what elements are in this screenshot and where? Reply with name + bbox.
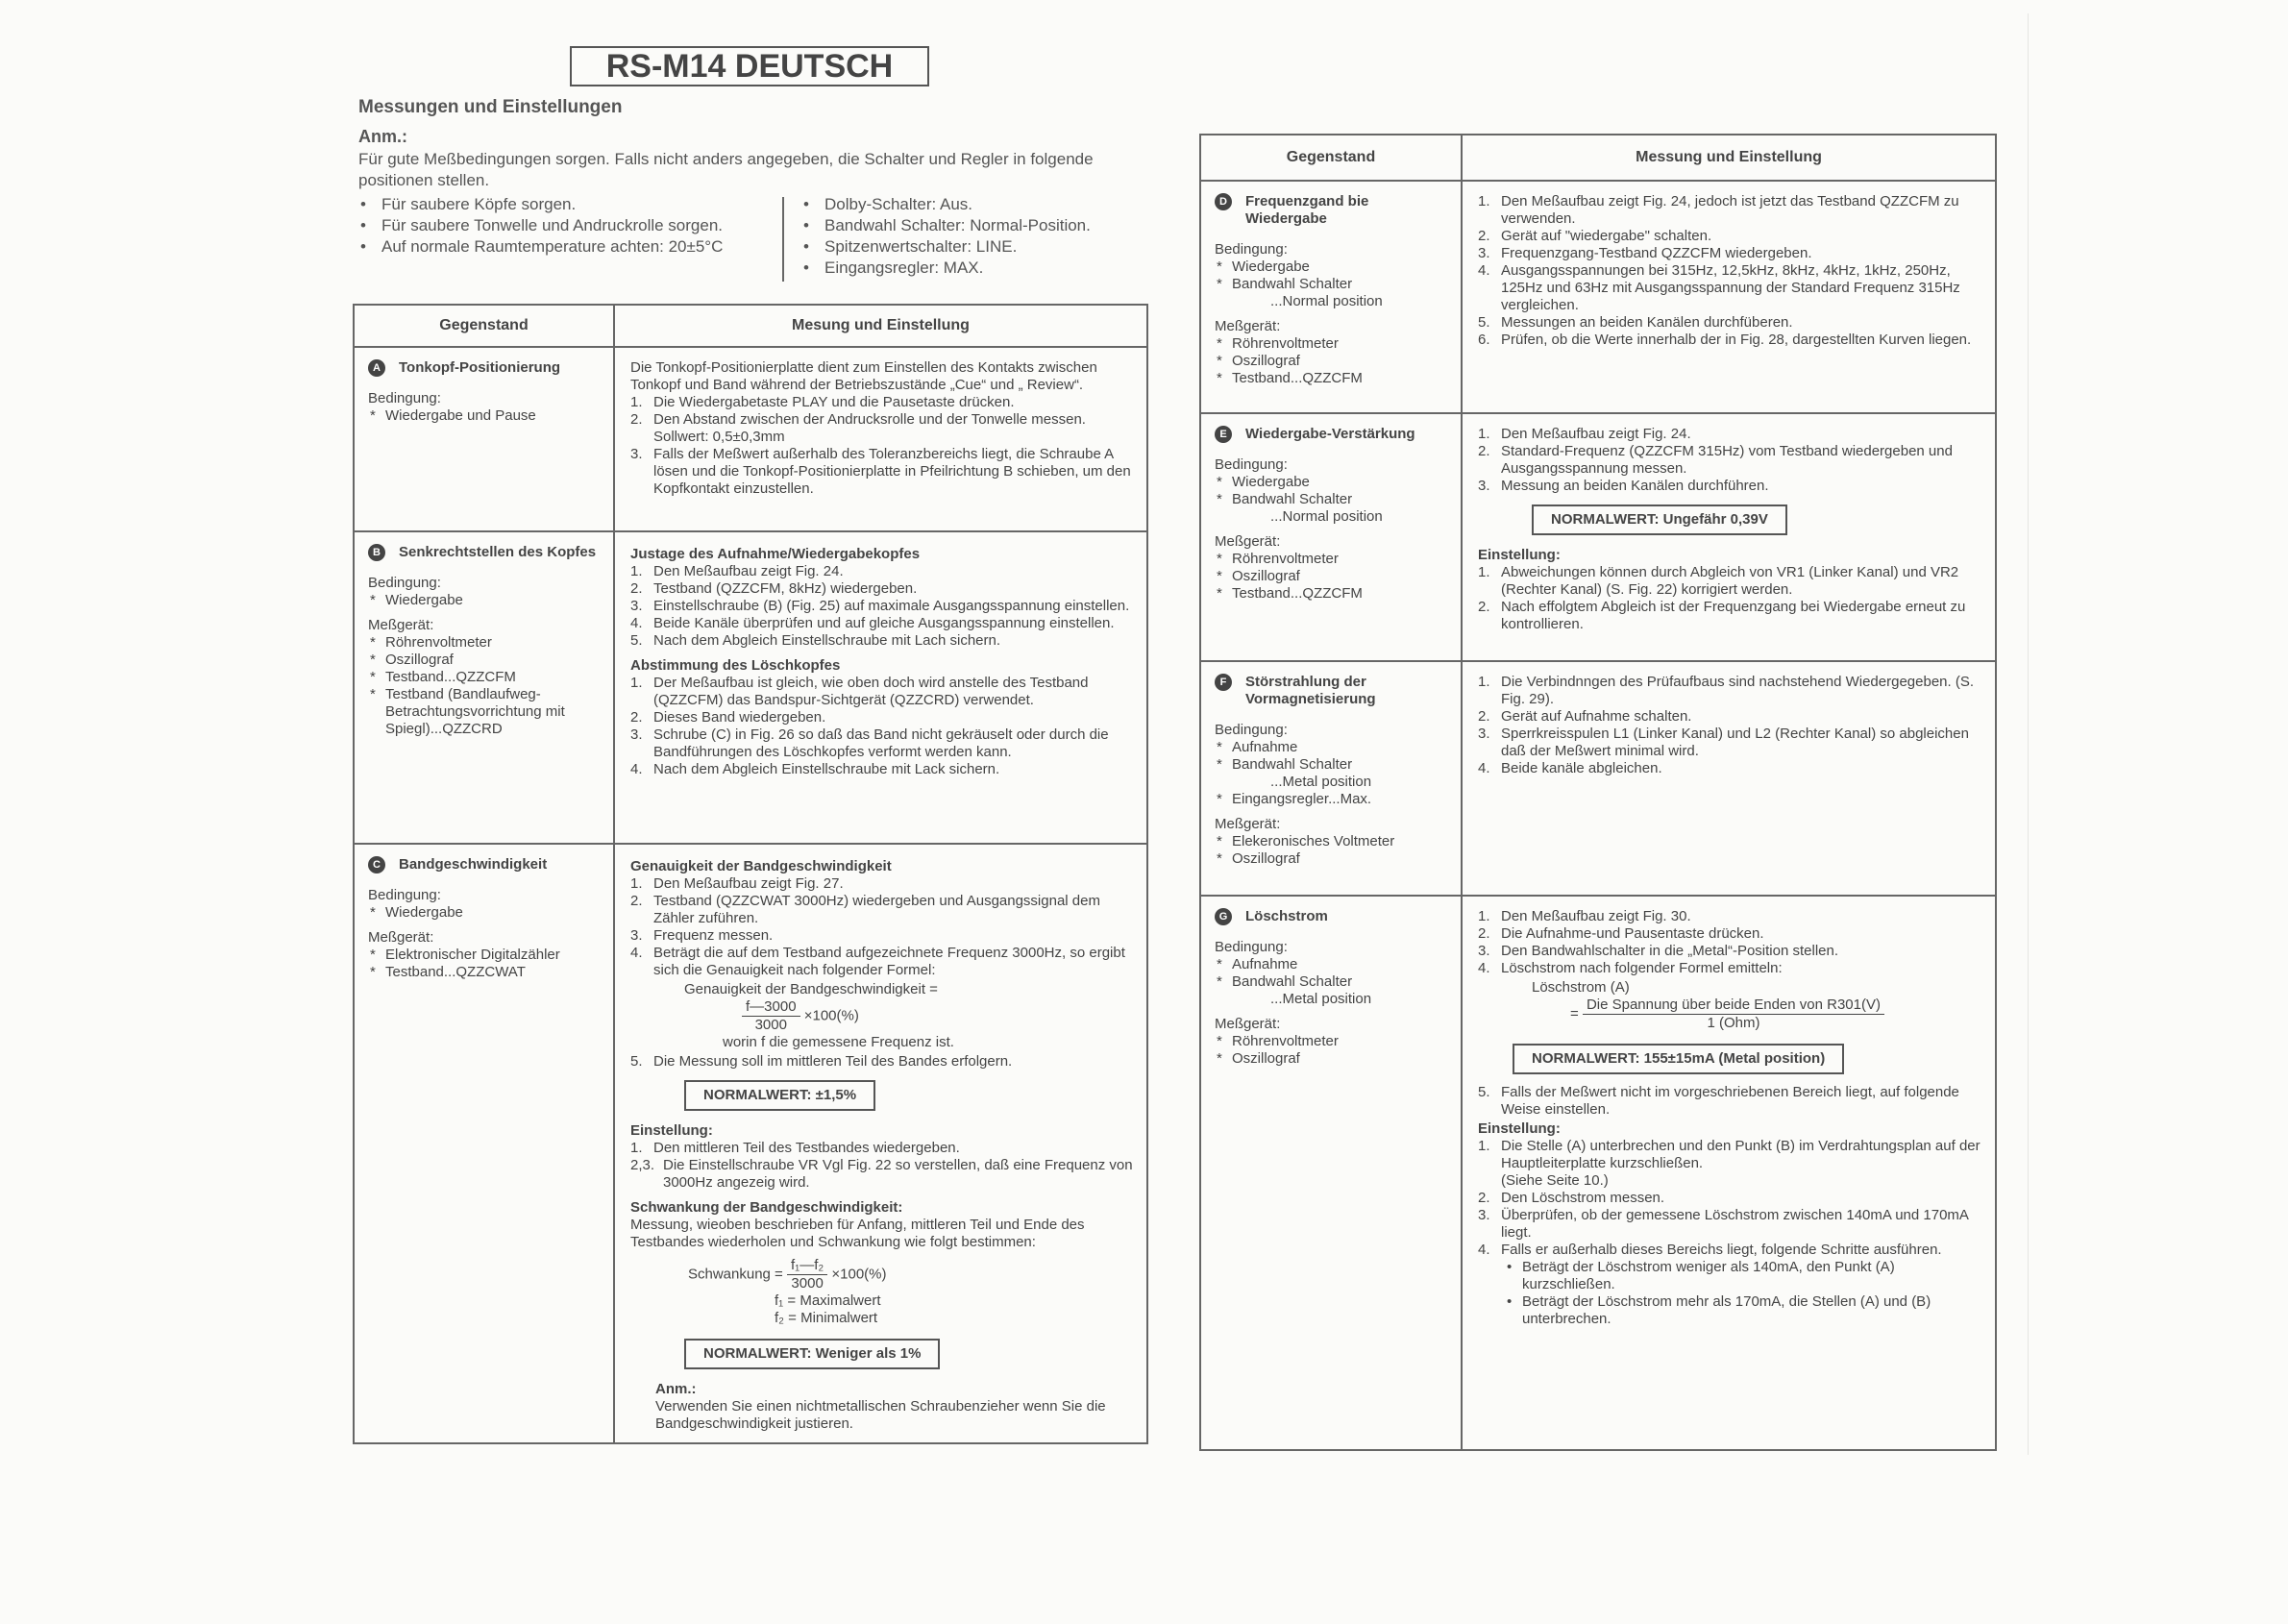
measure-cell — [614, 844, 1147, 1443]
adjustment-label: Einstellung: — [1478, 547, 1561, 563]
step-item: 2. Gerät auf "wiedergabe" schalten. — [1478, 228, 1712, 244]
instrument-item: * Oszillograf — [1215, 850, 1451, 868]
step-item: 2. Testband (QZZCWAT 3000Hz) wiedergeben und Ausgangssignal dem Zähler zuführen. — [630, 893, 1100, 926]
step-list — [630, 675, 1135, 778]
step-list — [1478, 674, 1983, 777]
step-item: 5. Nach dem Abgleich Einstellschraube mit Lach sichern. — [630, 632, 1001, 649]
step-item: 3. Frequenz messen. — [630, 927, 774, 944]
condition-item: * Bandwahl Schalter — [1215, 276, 1451, 293]
instrument-label: Meßgerät: — [1215, 533, 1281, 550]
adjustment-list — [1478, 1138, 1983, 1259]
adjustment-label: Einstellung: — [1478, 1120, 1561, 1137]
measure-cell — [1462, 661, 1996, 896]
precondition-item: • Bandwahl Schalter: Normal-Position. — [801, 215, 1167, 236]
instrument-list — [1215, 335, 1451, 387]
preconditions-left — [358, 194, 743, 258]
condition-item: * Bandwahl Schalter — [1215, 491, 1451, 508]
instrument-list — [1215, 833, 1451, 868]
item-title: Bandgeschwindigkeit — [399, 856, 548, 873]
note-label: Anm.: — [358, 127, 407, 146]
instrument-item: * Oszillograf — [1215, 568, 1451, 585]
condition-item: * Wiedergabe — [1215, 474, 1451, 491]
item-cell — [354, 347, 614, 531]
step-item: 2,3. Die Einstellschraube VR Vgl Fig. 22 so verstellen, daß eine Frequenz von 3000Hz angezeig wird. — [630, 1157, 1133, 1191]
step-item: 2. Die Aufnahme-und Pausentaste drücken. — [1478, 925, 1764, 942]
normal-value-box: NORMALWERT: Ungefähr 0,39V — [1532, 504, 1787, 535]
step-item: 2. Dieses Band wiedergeben. — [630, 709, 826, 726]
step-item: 4. Falls er außerhalb dieses Bereichs liegt, folgende Schritte ausführen. — [1478, 1242, 1942, 1258]
precondition-item: • Auf normale Raumtemperature achten: 20±5°C — [358, 236, 743, 258]
step-item: 6. Prüfen, ob die Werte innerhalb der in Fig. 28, dargestellten Kurven liegen. — [1478, 332, 1972, 348]
instrument-item: * Röhrenvoltmeter — [1215, 1033, 1451, 1050]
formula-label: Genauigkeit der Bandgeschwindigkeit = — [684, 981, 938, 997]
table-row-b — [354, 531, 1147, 844]
condition-list — [1215, 474, 1451, 508]
step-item: 1. Den Meßaufbau zeigt Fig. 27. — [630, 875, 844, 892]
condition-list — [368, 407, 603, 425]
step-list — [630, 394, 1135, 498]
normal-value-box: NORMALWERT: ±1,5% — [684, 1080, 875, 1111]
instrument-item: * Röhrenvoltmeter — [368, 634, 603, 652]
item-cell — [1200, 181, 1462, 413]
precondition-item: • Für saubere Tonwelle und Andruckrolle sorgen. — [358, 215, 743, 236]
item-heading — [1215, 426, 1451, 443]
item-heading — [1215, 908, 1451, 925]
subheading: Justage des Aufnahme/Wiedergabekopfes — [630, 546, 921, 562]
note-label: Anm.: — [655, 1381, 697, 1397]
condition-list — [368, 904, 603, 922]
instrument-item: * Oszillograf — [1215, 353, 1451, 370]
item-cell — [354, 531, 614, 844]
step-item: 1. Den mittleren Teil des Testbandes wiedergeben. — [630, 1140, 960, 1156]
formula-note: worin f die gemessene Frequenz ist. — [723, 1034, 954, 1050]
formula-label: Schwankung = — [688, 1266, 783, 1283]
letter-g-icon: G — [1215, 908, 1232, 925]
letter-f-icon: F — [1215, 674, 1232, 691]
step-list — [630, 875, 1135, 979]
step-item: 5. Die Messung soll im mittleren Teil des Bandes erfolgern. — [630, 1053, 1013, 1070]
instrument-item: * Testband...QZZCFM — [368, 669, 603, 686]
step-item: 2. Testband (QZZCFM, 8kHz) wiedergeben. — [630, 580, 918, 597]
condition-item: * Aufnahme — [1215, 739, 1451, 756]
condition-label: Bedingung: — [368, 887, 441, 903]
letter-e-icon: E — [1215, 426, 1232, 443]
item-title: Störstrahlung der Vormagnetisierung — [1245, 674, 1376, 707]
instrument-label: Meßgerät: — [368, 929, 434, 946]
step-list — [1478, 193, 1983, 349]
intro-text: Für gute Meßbedingungen sorgen. Falls nicht anders angegeben, die Schalter und Regler in folgende positionen stellen. — [358, 150, 1094, 189]
condition-item: * Wiedergabe — [368, 904, 603, 922]
formula-var: f₁ = Maximalwert — [775, 1292, 881, 1309]
condition-item: * Aufnahme — [1215, 956, 1451, 973]
step-item: 1. Den Meßaufbau zeigt Fig. 24. — [1478, 426, 1691, 442]
condition-detail: ...Metal position — [1270, 774, 1372, 790]
column-header-item: Gegenstand — [354, 305, 614, 347]
step-item: 3. Den Bandwahlschalter in die „Metal“-Position stellen. — [1478, 943, 1839, 959]
action-item: • Beträgt der Löschstrom weniger als 140mA, den Punkt (A) kurzschließen. — [1507, 1259, 1983, 1293]
table-row-f — [1200, 661, 1996, 896]
step-item: 1. Die Stelle (A) unterbrechen und den Punkt (B) im Verdrahtungsplan auf der Hauptleiterplatte kurzschließen. — [1478, 1138, 1980, 1171]
fluctuation-formula — [688, 1257, 1135, 1327]
section-title: Messungen und Einstellungen — [358, 97, 623, 117]
step-item: 5. Falls der Meßwert nicht im vorgeschriebenen Bereich liegt, auf folgende Weise einstellen. — [1478, 1084, 1959, 1118]
step-list — [1478, 908, 1983, 977]
item-heading — [1215, 674, 1451, 708]
step-item: 5. Messungen an beiden Kanälen durchfüberen. — [1478, 314, 1793, 331]
table-row-c — [354, 844, 1147, 1443]
step-item: 3. Frequenzgang-Testband QZZCFM wiedergeben. — [1478, 245, 1812, 261]
step-item: 1. Die Wiedergabetaste PLAY und die Pausetaste drücken. — [630, 394, 1015, 410]
fluctuation-text: Messung, wieoben beschrieben für Anfang, mittleren Teil und Ende des Testbandes wiederholen und Schwankung wie folgt bestimmen: — [630, 1217, 1085, 1250]
measurement-table-right — [1199, 134, 1997, 1451]
measure-cell — [614, 347, 1147, 531]
precondition-item: • Eingangsregler: MAX. — [801, 258, 1167, 279]
instrument-item: * Testband...QZZCFM — [1215, 370, 1451, 387]
sollwert-value: Sollwert: 0,5±0,3mm — [653, 429, 785, 445]
table-row-g — [1200, 896, 1996, 1450]
accuracy-formula — [684, 981, 1135, 1051]
condition-list — [1215, 739, 1451, 774]
item-cell — [1200, 413, 1462, 661]
formula-denominator: 3000 — [754, 1017, 787, 1033]
instrument-item: * Oszillograf — [368, 652, 603, 669]
item-title: Senkrechtstellen des Kopfes — [399, 544, 597, 560]
formula-tail: ×100(%) — [831, 1266, 887, 1283]
condition-label: Bedingung: — [368, 390, 441, 406]
condition-label: Bedingung: — [1215, 241, 1288, 258]
formula-fraction — [1583, 997, 1884, 1032]
precondition-item: • Für saubere Köpfe sorgen. — [358, 194, 743, 215]
condition-label: Bedingung: — [1215, 722, 1288, 738]
erase-current-formula: Löschstrom (A) = $\frac{\text{Die Spannung über beide Enden von R301(V)}}{\text{1 (Ohm)}}$ — [1532, 979, 1983, 1032]
condition-item: * Bandwahl Schalter — [1215, 973, 1451, 991]
instrument-label: Meßgerät: — [368, 617, 434, 633]
instrument-item: * Elekeronisches Voltmeter — [1215, 833, 1451, 850]
condition-list — [1215, 258, 1451, 293]
item-title: Wiedergabe-Verstärkung — [1245, 426, 1415, 442]
condition-detail: ...Metal position — [1270, 991, 1372, 1007]
item-cell — [354, 844, 614, 1443]
condition-item: * Wiedergabe und Pause — [368, 407, 603, 425]
note-block — [630, 1381, 1135, 1433]
formula-tail: ×100(%) — [803, 1007, 859, 1024]
column-header-measure: Mesung und Einstellung — [614, 305, 1147, 347]
item-cell — [1200, 896, 1462, 1450]
step-item: 4. Beide Kanäle überprüfen und auf gleiche Ausgangsspannung einstellen. — [630, 615, 1115, 631]
step-item: 3. Falls der Meßwert außerhalb des Toleranzbereichs liegt, die Schraube A lösen und die Tonkopf-Positionierplatte in Pfeilrichtung B schieben, um den Kopfkontakt einzustellen. — [630, 446, 1131, 497]
measurement-table-left — [353, 304, 1148, 1444]
formula-numerator: f—3000 — [742, 998, 800, 1017]
letter-c-icon: C — [368, 856, 385, 874]
table-row-d — [1200, 181, 1996, 413]
item-heading — [368, 359, 603, 377]
action-list — [1478, 1259, 1983, 1328]
condition-label: Bedingung: — [368, 575, 441, 591]
step-item: 2. Den Abstand zwischen der Andrucksrolle und der Tonwelle messen. — [630, 411, 1086, 428]
condition-label: Bedingung: — [1215, 939, 1288, 955]
bullet-divider — [782, 197, 784, 282]
action-item: • Beträgt der Löschstrom mehr als 170mA, die Stellen (A) und (B) unterbrechen. — [1507, 1293, 1983, 1328]
item-cell — [1200, 661, 1462, 896]
step-item — [630, 429, 1135, 446]
step-item: 2. Standard-Frequenz (QZZCFM 315Hz) vom Testband wiedergeben und Ausgangsspannung messen. — [1478, 443, 1953, 477]
measure-cell — [1462, 413, 1996, 661]
condition-list — [1215, 791, 1451, 808]
step-item: 3. Schrube (C) in Fig. 26 so daß das Band nicht gekräuselt oder durch die Bandführungen des Löschkopfes verformt werden kann. — [630, 726, 1109, 760]
item-heading — [368, 544, 603, 561]
condition-detail: ...Normal position — [1270, 508, 1383, 525]
step-item: 4. Nach dem Abgleich Einstellschraube mit Lack sichern. — [630, 761, 1000, 777]
instrument-item: * Röhrenvoltmeter — [1215, 551, 1451, 568]
step-item: 3. Einstellschraube (B) (Fig. 25) auf maximale Ausgangsspannung einstellen. — [630, 598, 1130, 614]
subheading: Schwankung der Bandgeschwindigkeit: — [630, 1199, 903, 1216]
condition-item: * Wiedergabe — [368, 592, 603, 609]
item-title: Frequenzgand bie Wiedergabe — [1245, 193, 1369, 227]
formula-denominator: 3000 — [791, 1275, 824, 1292]
condition-list — [1215, 956, 1451, 991]
formula-label: Löschstrom (A) — [1532, 979, 1630, 996]
normal-value-box: NORMALWERT: Weniger als 1% — [684, 1339, 940, 1369]
table-row-a — [354, 347, 1147, 531]
subheading: Genauigkeit der Bandgeschwindigkeit — [630, 858, 892, 874]
step-item: 4. Ausgangsspannungen bei 315Hz, 12,5kHz, 8kHz, 4kHz, 1kHz, 250Hz, 125Hz und 63Hz mit Ausgangsspannung der Standard Frequenz 315Hz vergleichen. — [1478, 262, 1960, 313]
step-item: 4. Löschstrom nach folgender Formel emitteln: — [1478, 960, 1783, 976]
instrument-label: Meßgerät: — [1215, 318, 1281, 334]
step-item: 1. Den Meßaufbau zeigt Fig. 24. — [630, 563, 844, 579]
formula-fraction — [787, 1257, 827, 1292]
formula-denominator: 1 (Ohm) — [1707, 1015, 1760, 1031]
instrument-item: * Testband (Bandlaufweg-Betrachtungsvorrichtung mit Spiegl)...QZZCRD — [368, 686, 603, 738]
step-item: 4. Beide kanäle abgleichen. — [1478, 760, 1662, 776]
instrument-list — [368, 947, 603, 981]
step-item: 3. Messung an beiden Kanälen durchführen. — [1478, 478, 1769, 494]
step-item: 1. Abweichungen können durch Abgleich von VR1 (Linker Kanal) und VR2 (Rechter Kanal) (S. Fig. 22) korrigiert werden. — [1478, 564, 1959, 598]
note-text: Verwenden Sie einen nichtmetallischen Schraubenzieher wenn Sie die Bandgeschwindigkeit justieren. — [655, 1398, 1106, 1432]
formula-numerator: f₁—f₂ — [787, 1257, 827, 1275]
step-item: 1. Die Verbindnngen des Prüfaufbaus sind nachstehend Wiedergegeben. (S. Fig. 29). — [1478, 674, 1975, 707]
step-item: (Siehe Seite 10.) — [1501, 1172, 1609, 1189]
step-item: 2. Den Löschstrom messen. — [1478, 1190, 1665, 1206]
condition-item: * Wiedergabe — [1215, 258, 1451, 276]
formula-fraction — [742, 998, 800, 1034]
instrument-item: * Elektronischer Digitalzähler — [368, 947, 603, 964]
condition-item: * Eingangsregler...Max. — [1215, 791, 1451, 808]
precondition-item: • Dolby-Schalter: Aus. — [801, 194, 1167, 215]
subheading: Abstimmung des Löschkopfes — [630, 657, 841, 674]
step-list — [1478, 426, 1983, 495]
condition-item: * Bandwahl Schalter — [1215, 756, 1451, 774]
formula-numerator: Die Spannung über beide Enden von R301(V) — [1583, 997, 1884, 1015]
column-header-measure: Messung und Einstellung — [1462, 135, 1996, 181]
item-title: Löschstrom — [1245, 908, 1328, 924]
measure-cell — [614, 531, 1147, 844]
page-title: RS-M14 DEUTSCH — [570, 46, 929, 86]
step-item: 1. Der Meßaufbau ist gleich, wie oben doch wird anstelle des Testband (QZZCFM) das Bandspur-Sichtgerät (QZZCRD) verwendet. — [630, 675, 1089, 708]
measure-cell — [1462, 181, 1996, 413]
column-header-item: Gegenstand — [1200, 135, 1462, 181]
table-row-e — [1200, 413, 1996, 661]
item-heading — [368, 856, 603, 874]
step-item: 2. Nach effolgtem Abgleich ist der Frequenzgang bei Wiedergabe erneut zu kontrollieren. — [1478, 599, 1966, 632]
precondition-item: • Spitzenwertschalter: LINE. — [801, 236, 1167, 258]
step-list — [1478, 1084, 1983, 1119]
instrument-list — [1215, 1033, 1451, 1068]
step-item: 1. Den Meßaufbau zeigt Fig. 30. — [1478, 908, 1691, 924]
step-list — [630, 1053, 1135, 1070]
step-item: 3. Sperrkreisspulen L1 (Linker Kanal) und L2 (Rechter Kanal) so abgleichen daß der Meßwert minimal wird. — [1478, 726, 1969, 759]
condition-detail: ...Normal position — [1270, 293, 1383, 309]
adjustment-list — [630, 1140, 1135, 1192]
measure-cell — [1462, 896, 1996, 1450]
step-item: 1. Den Meßaufbau zeigt Fig. 24, jedoch ist jetzt das Testband QZZCFM zu verwenden. — [1478, 193, 1959, 227]
instrument-item: * Oszillograf — [1215, 1050, 1451, 1068]
measure-intro: Die Tonkopf-Positionierplatte dient zum Einstellen des Kontakts zwischen Tonkopf und Band während der Betriebszustände „Cue“ und „ Review“. — [630, 359, 1097, 393]
item-heading — [1215, 193, 1451, 228]
step-item: 3. Überprüfen, ob der gemessene Löschstrom zwischen 140mA und 170mA liegt. — [1478, 1207, 1969, 1241]
condition-list — [368, 592, 603, 609]
adjustment-label: Einstellung: — [630, 1122, 713, 1139]
page-edge-line — [2028, 13, 2029, 1455]
instrument-item: * Röhrenvoltmeter — [1215, 335, 1451, 353]
adjustment-list — [1478, 564, 1983, 633]
item-title: Tonkopf-Positionierung — [399, 359, 561, 376]
letter-a-icon: A — [368, 359, 385, 377]
step-list — [630, 563, 1135, 650]
instrument-item: * Testband...QZZCWAT — [368, 964, 603, 981]
normal-value-box: NORMALWERT: 155±15mA (Metal position) — [1513, 1044, 1844, 1074]
step-item: 2. Gerät auf Aufnahme schalten. — [1478, 708, 1692, 725]
letter-b-icon: B — [368, 544, 385, 561]
step-item: 4. Beträgt die auf dem Testband aufgezeichnete Frequenz 3000Hz, so ergibt sich die Genauigkeit nach folgender Formel: — [630, 945, 1125, 978]
preconditions-right — [801, 194, 1167, 279]
condition-label: Bedingung: — [1215, 456, 1288, 473]
formula-var: f₂ = Minimalwert — [775, 1310, 878, 1326]
instrument-list — [368, 634, 603, 738]
instrument-item: * Testband...QZZCFM — [1215, 585, 1451, 603]
instrument-label: Meßgerät: — [1215, 1016, 1281, 1032]
instrument-label: Meßgerät: — [1215, 816, 1281, 832]
instrument-list — [1215, 551, 1451, 603]
letter-d-icon: D — [1215, 193, 1232, 210]
